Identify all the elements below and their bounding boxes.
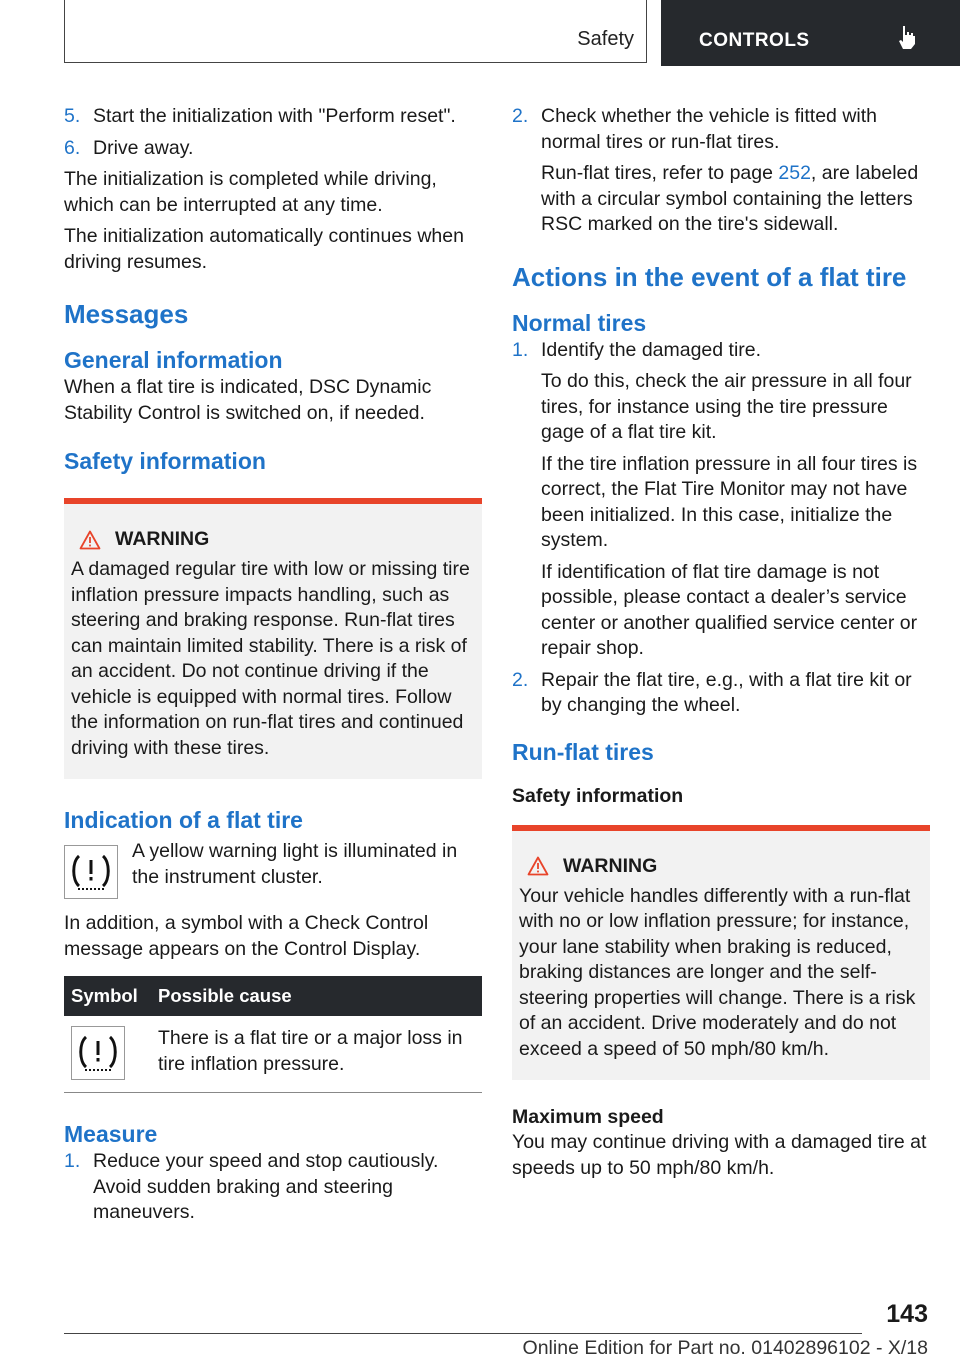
heading-run-flat-tires: Run-flat tires	[512, 738, 654, 765]
heading-safety-information: Safety information	[64, 448, 266, 474]
hand-pointer-icon	[895, 24, 919, 50]
subtext-part: , are labeled with a circular symbol containing the letters RSC marked on the tire's sidewall.	[541, 162, 919, 235]
heading-indication: Indication of a flat tire	[64, 807, 303, 833]
chapter-title: CONTROLS	[699, 30, 810, 51]
list-item	[64, 136, 482, 162]
section-title: Safety	[577, 28, 634, 50]
table-header-row	[64, 976, 482, 1016]
indication-text: A yellow warning light is illuminated in the instrument cluster.	[132, 840, 458, 888]
step-text: Reduce your speed and stop cautiously. Avoid sudden braking and steering maneuvers.	[93, 1150, 439, 1223]
table-header-cause: Possible cause	[151, 976, 482, 1016]
table-header-symbol: Symbol	[64, 976, 151, 1016]
steps-top	[64, 104, 482, 161]
step-number: 5.	[64, 105, 81, 127]
step-text: Start the initialization with "Perform reset".	[93, 105, 456, 127]
warning-triangle-icon	[527, 856, 549, 876]
list-item	[512, 668, 930, 719]
table-row	[64, 1016, 482, 1093]
indicator-row	[64, 839, 482, 899]
heading-maximum-speed: Maximum speed	[512, 1106, 664, 1128]
step-number: 1.	[512, 338, 529, 361]
header-section-box	[64, 0, 647, 63]
warning-triangle-icon	[79, 530, 101, 550]
flat-tire-symbol-icon	[71, 1026, 125, 1080]
step-subtext	[541, 161, 930, 238]
warning-header	[71, 528, 474, 551]
normal-steps	[512, 338, 930, 719]
step-number: 2.	[512, 668, 529, 691]
measure-steps	[64, 1149, 482, 1226]
symbol-table	[64, 976, 482, 1093]
warning-box	[64, 498, 482, 779]
step-text: Repair the flat tire, e.g., with a flat tire kit or by changing the wheel.	[541, 668, 912, 716]
step-number: 2.	[512, 105, 529, 127]
footer-divider	[64, 1333, 862, 1334]
step-number: 1.	[64, 1150, 81, 1172]
warning-header	[519, 855, 922, 878]
flat-tire-warning-icon	[64, 845, 118, 899]
heading-measure: Measure	[64, 1121, 158, 1147]
chapter-tab	[661, 0, 960, 66]
step-subtext: To do this, check the air pressure in all four tires, for instance using the tire pressure gage of a flat tire kit.	[541, 370, 912, 443]
step-text: Drive away.	[93, 136, 194, 159]
right-column	[512, 104, 930, 1181]
table-cell-cause: There is a flat tire or a major loss in tire inflation pressure.	[151, 1016, 482, 1093]
edition-text: Online Edition for Part no. 01402896102 - X/18	[522, 1337, 928, 1359]
step-text: Check whether the vehicle is fitted with normal tires or run-flat tires.	[541, 105, 877, 153]
warning-title: WARNING	[563, 854, 658, 877]
list-item	[64, 1149, 482, 1226]
left-column	[64, 104, 482, 1232]
list-item	[512, 104, 930, 238]
warning-text: Your vehicle handles differently with a run-flat with no or low inflation pressure; for instance, your lane stability when braking is reduced, braking distances are longer and the self-steering properties will change. There is a risk of an accident. Drive moderately and do not exceed a speed of 50 mph/80 km/h.	[519, 884, 916, 1060]
step-subtext: If identification of flat tire damage is not possible, please contact a dealer’s service center or another qualified service center or repair shop.	[541, 560, 918, 659]
list-item	[512, 338, 930, 662]
warning-box	[512, 825, 930, 1081]
heading-safety-information: Safety information	[512, 784, 684, 807]
list-item	[64, 104, 482, 130]
subtext-part: Run-flat tires, refer to page	[541, 162, 779, 184]
paragraph: When a flat tire is indicated, DSC Dynamic Stability Control is switched on, if needed.	[64, 376, 432, 424]
paragraph: In addition, a symbol with a Check Control message appears on the Control Display.	[64, 912, 429, 960]
heading-actions: Actions in the event of a flat tire	[512, 261, 907, 292]
table-cell-symbol	[64, 1016, 151, 1093]
warning-title: WARNING	[115, 528, 210, 550]
heading-normal-tires: Normal tires	[512, 309, 647, 336]
page-link[interactable]: 252	[778, 162, 811, 184]
step-subtext: If the tire inflation pressure in all four tires is correct, the Flat Tire Monitor may not have been initialized. In this case, initialize the system.	[541, 452, 918, 551]
page-number: 143	[886, 1300, 928, 1328]
paragraph: You may continue driving with a damaged tire at speeds up to 50 mph/80 km/h.	[512, 1131, 927, 1179]
page-header	[64, 0, 960, 66]
step-number: 6.	[64, 136, 81, 159]
paragraph: The initialization automatically continues when driving resumes.	[64, 225, 464, 273]
heading-general-information: General information	[64, 347, 283, 373]
step-text: Identify the damaged tire.	[541, 338, 762, 361]
steps-continued	[512, 104, 930, 238]
paragraph: The initialization is completed while driving, which can be interrupted at any time.	[64, 168, 437, 216]
warning-text: A damaged regular tire with low or missing tire inflation pressure impacts handling, such as steering and braking response. Run-flat tires can maintain limited stability. There is a risk of an accident. Do not continue driving if the vehicle is equipped with normal tires. Follow the information on run-flat tires and continued driving with these tires.	[71, 558, 470, 759]
heading-messages: Messages	[64, 299, 189, 329]
